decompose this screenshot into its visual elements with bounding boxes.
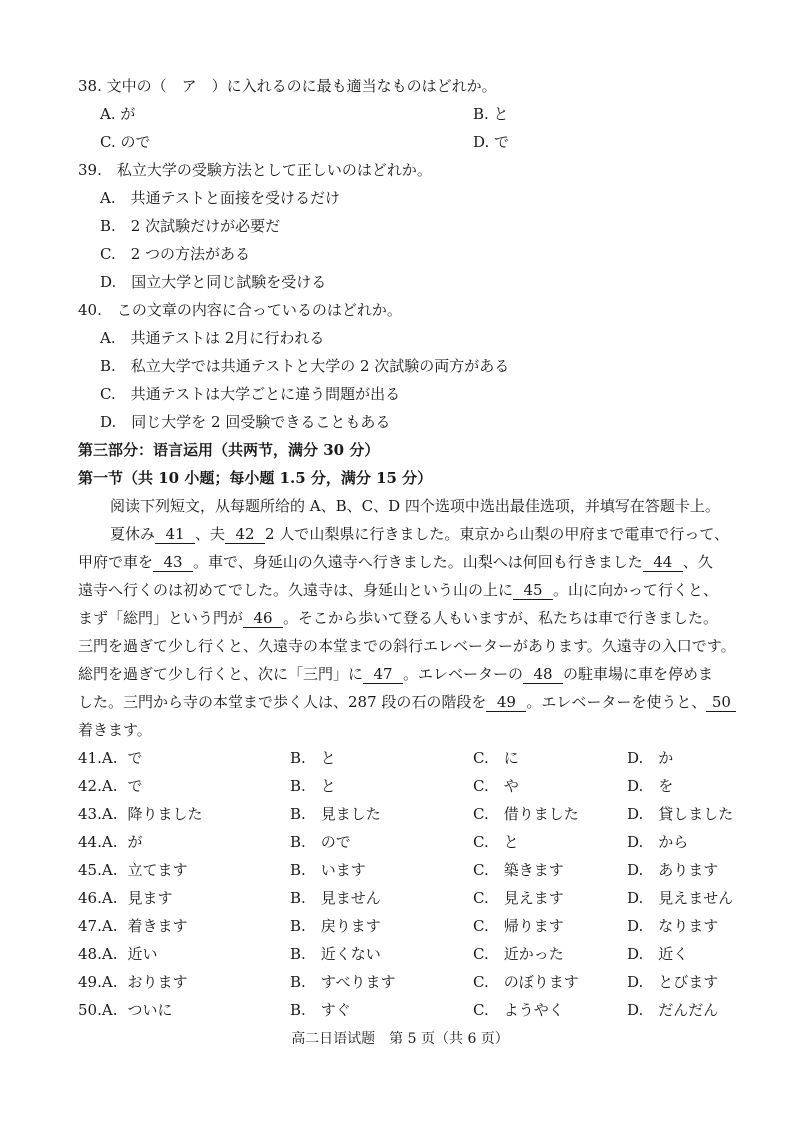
q39-stem: 39. 私立大学の受験方法として正しいのはどれか。 <box>78 161 432 179</box>
option-b: B. 見ました <box>290 805 381 823</box>
blank-42: 42 <box>225 525 265 544</box>
option-a: で <box>127 749 143 767</box>
passage-line-5: 三門を過ぎて少し行くと、久遠寺の本堂までの斜行エレベーターがあります。久遠寺の入口です。 <box>78 637 736 655</box>
option-row-50: 50.A. ついに <box>78 1001 173 1019</box>
option-b: B. 近くない <box>290 945 381 963</box>
option-d: D. 近く <box>627 945 689 963</box>
option-d: D. だんだん <box>627 1001 719 1019</box>
option-d: D. あります <box>627 861 719 879</box>
option-d: D. なります <box>627 917 719 935</box>
option-c: C. に <box>473 749 519 767</box>
option-a: が <box>127 833 143 851</box>
q40-option-d: D. 同じ大学を 2 回受験できることもある <box>100 413 391 431</box>
q39-option-c: C. 2 つの方法がある <box>100 245 251 263</box>
option-row-41: 41.A. で <box>78 749 143 767</box>
option-c: C. と <box>473 833 519 851</box>
passage-line-8: 着きます。 <box>78 721 152 739</box>
option-a: 見ます <box>127 889 173 907</box>
option-c: C. や <box>473 777 519 795</box>
q39-option-d: D. 国立大学と同じ試験を受ける <box>100 273 327 291</box>
option-b: B. と <box>290 749 336 767</box>
option-d: D. 見えません <box>627 889 734 907</box>
option-row-43: 43.A. 降りました <box>78 805 203 823</box>
page-footer: 高二日语试题 第 5 页（共 6 页） <box>291 1031 509 1047</box>
option-a: 立てます <box>127 861 188 879</box>
option-row-44: 44.A. が <box>78 833 143 851</box>
option-c: C. 築きます <box>473 861 564 879</box>
option-d: D. から <box>627 833 689 851</box>
option-row-49: 49.A. おります <box>78 973 188 991</box>
option-c: C. 近かった <box>473 945 564 963</box>
option-c: C. のぼります <box>473 973 579 991</box>
blank-43: 43 <box>153 553 193 572</box>
blank-47: 47 <box>363 665 403 684</box>
option-c: C. ようやく <box>473 1001 564 1019</box>
q38-option-b: B. と <box>473 105 509 123</box>
option-b: B. すべります <box>290 973 396 991</box>
blank-48: 48 <box>523 665 563 684</box>
passage-line-6: 総門を過ぎて少し行くと、次に「三門」に 47 。エレベーターの 48 の駐車場に車を停めま <box>78 665 714 683</box>
q38-option-c: C. ので <box>100 133 151 151</box>
option-row-42: 42.A. で <box>78 777 143 795</box>
option-d: D. か <box>627 749 674 767</box>
q39-option-b: B. 2 次試験だけが必要だ <box>100 217 281 235</box>
q40-option-c: C. 共通テストは大学ごとに違う問題が出る <box>100 385 401 403</box>
option-d: D. を <box>627 777 674 795</box>
option-b: B. すぐ <box>290 1001 351 1019</box>
option-row-48: 48.A. 近い <box>78 945 158 963</box>
option-a: 降りました <box>127 805 203 823</box>
option-c: C. 見えます <box>473 889 564 907</box>
option-a: 着きます <box>127 917 188 935</box>
option-a: おります <box>127 973 188 991</box>
option-b: B. と <box>290 777 336 795</box>
option-d: D. とびます <box>627 973 719 991</box>
blank-41: 41 <box>155 525 195 544</box>
passage-line-7: した。三門から寺の本堂まで歩く人は、287 段の石の階段を 49 。エレベーターを使うと、 50 <box>78 692 736 712</box>
option-d: D. 貸しました <box>627 805 734 823</box>
option-c: C. 帰ります <box>473 917 564 935</box>
q39-option-a: A. 共通テストと面接を受けるだけ <box>100 189 341 207</box>
blank-50: 50 <box>706 693 736 712</box>
option-b: B. 戻ります <box>290 917 381 935</box>
blank-49: 49 <box>486 693 526 712</box>
q38-stem: 38. 文中の（ ア ）に入れるのに最も適当なものはどれか。 <box>78 77 497 95</box>
option-b: B. ので <box>290 833 351 851</box>
q38-option-a: A. が <box>100 105 136 123</box>
q40-option-a: A. 共通テストは 2月に行われる <box>100 329 325 347</box>
passage-line-4: まず「総門」という門が 46 。そこから歩いて登る人もいますが、私たちは車で行きました。 <box>78 609 719 627</box>
option-c: C. 借りました <box>473 805 579 823</box>
passage-line-1: 夏休み 41 、夫 42 2 人で山梨県に行きました。東京から山梨の甲府まで電車で行って、 <box>110 525 730 543</box>
instruction: 阅读下列短文，从每题所给的 A、B、C、D 四个选项中选出最佳选项，并填写在答题卡上。 <box>110 497 720 515</box>
option-b: B. います <box>290 861 366 879</box>
blank-45: 45 <box>513 581 553 600</box>
option-row-46: 46.A. 見ます <box>78 889 173 907</box>
passage-line-3: 遠寺へ行くのは初めてでした。久遠寺は、身延山という山の上に 45 。山に向かって行くと、 <box>78 581 719 599</box>
q40-option-b: B. 私立大学では共通テストと大学の 2 次試験の両方がある <box>100 357 510 375</box>
blank-44: 44 <box>643 553 683 572</box>
option-row-47: 47.A. 着きます <box>78 917 188 935</box>
option-a: で <box>127 777 143 795</box>
passage-line-2: 甲府で車を 43 。車で、身延山の久遠寺へ行きました。山梨へは何回も行きました 44 、久 <box>78 553 713 571</box>
q40-stem: 40. この文章の内容に合っているのはどれか。 <box>78 301 402 319</box>
option-row-45: 45.A. 立てます <box>78 861 188 879</box>
option-a: ついに <box>127 1001 173 1019</box>
section-heading: 第一节（共 10 小题；每小题 1.5 分，满分 15 分） <box>78 469 433 487</box>
option-b: B. 見ません <box>290 889 381 907</box>
blank-46: 46 <box>243 609 283 628</box>
option-a: 近い <box>127 945 158 963</box>
part3-heading: 第三部分：语言运用（共两节，满分 30 分） <box>78 441 380 459</box>
q38-option-d: D. で <box>473 133 510 151</box>
